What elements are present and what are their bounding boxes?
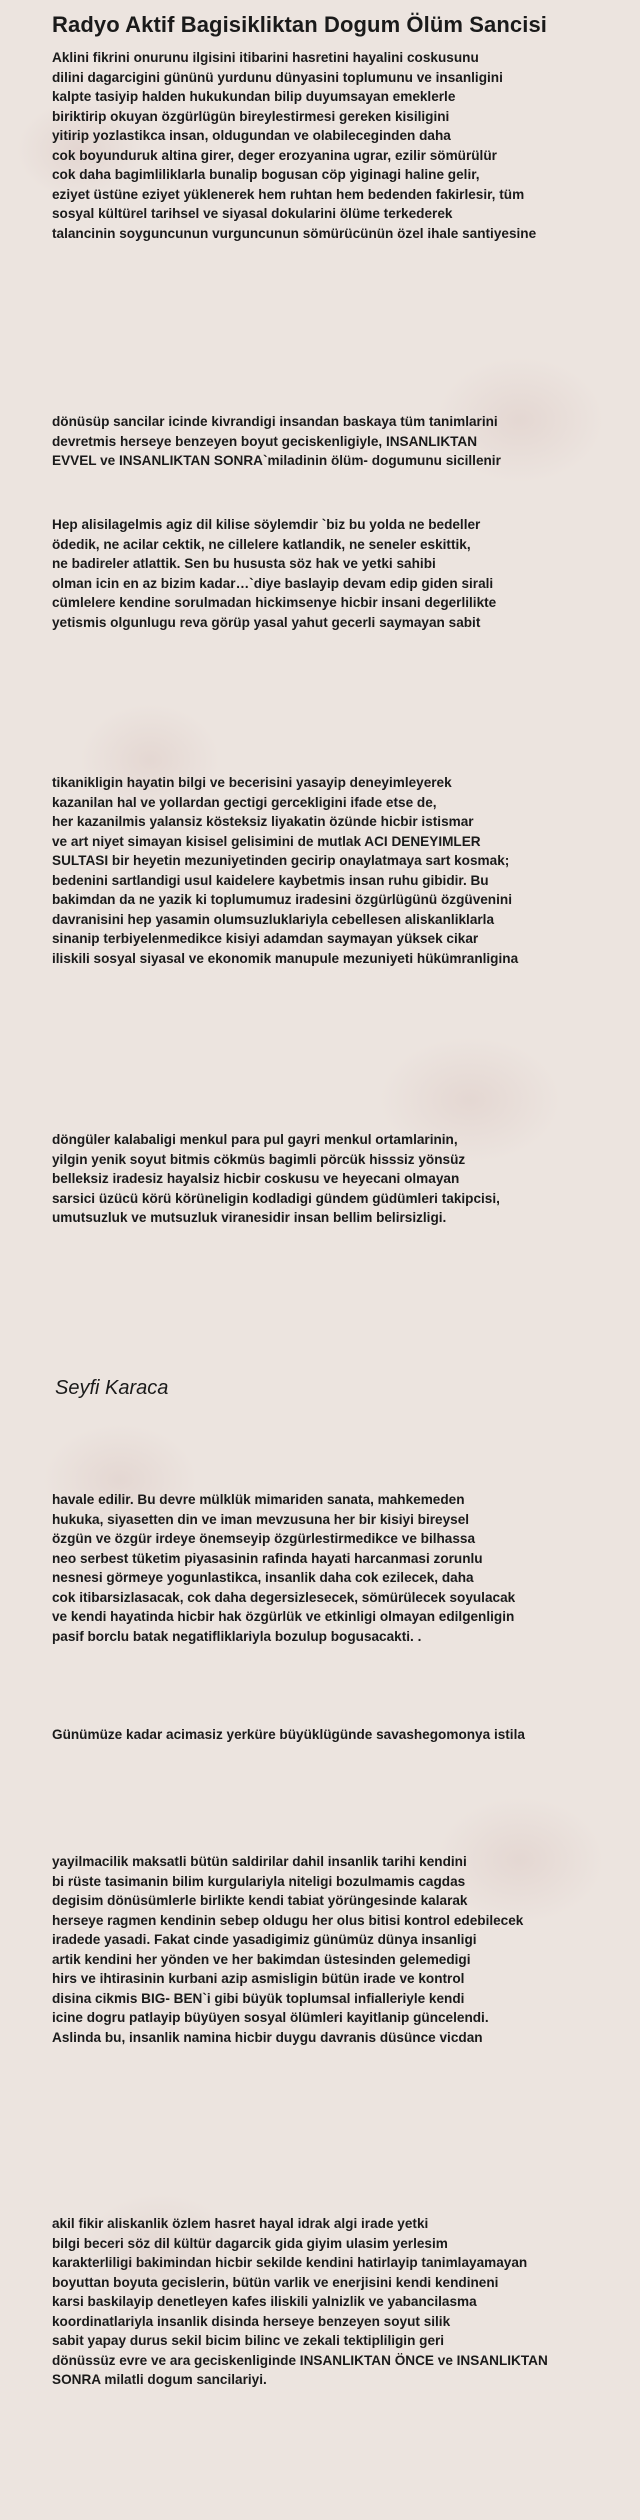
text-line: iliskili sosyal siyasal ve ekonomik manupule mezuniyeti hükümranligina xyxy=(52,950,519,966)
text-line: SULTASI bir heyetin mezuniyetinden gecirip onaylatmaya sart kosmak; xyxy=(52,853,510,868)
text-line: artik kendini her yönden ve her bakimdan üstesinden gelemedigi xyxy=(52,1951,471,1967)
text-line: her kazanilmis yalansiz kösteksiz liyakatin özünde hicbir istismar xyxy=(52,814,474,829)
text-line: yilgin yenik soyut bitmis cökmüs bagimli pörcük hisssiz yönsüz xyxy=(52,1151,466,1167)
text-line: bi rüste tasimanin bilim kurgulariyla niteligi bozulmamis cagdas xyxy=(52,1873,466,1889)
text-line: devretmis herseye benzeyen boyut geciskenligiyle, INSANLIKTAN xyxy=(52,433,478,449)
text-line: boyuttan boyuta gecislerin, bütün varlik ve enerjisini kendi kendineni xyxy=(52,2274,499,2290)
text-line: herseye ragmen kendinin sebep oldugu her olus bitisi kontrol edebilecek xyxy=(52,1912,524,1928)
text-line: olman icin en az bizim kadar…`diye baslayip devam edip giden sirali xyxy=(52,575,494,591)
text-line: havale edilir. Bu devre mülklük mimariden sanata, mahkemeden xyxy=(52,1492,465,1507)
text-line: umutsuzluk ve mutsuzluk viranesidir insan bellim belirsizligi. xyxy=(52,1210,447,1225)
article xyxy=(52,12,640,44)
text-line: ne badireler atlattik. Sen bu hususta söz hak ve yetki sahibi xyxy=(52,556,436,571)
paragraph-8 xyxy=(52,1852,640,2047)
text-line: ödedik, ne acilar cektik, ne cillelere katlandik, ne seneler eskittik, xyxy=(52,536,471,552)
text-line: dönüssüz evre ve ara geciskenliginde INSANLIKTAN ÖNCE ve INSANLIKTAN xyxy=(52,2352,548,2368)
text-line: icine dogru patlayip büyüyen sosyal ölümleri kayitlanip güncelendi. xyxy=(52,2010,489,2025)
text-line: ve kendi hayatinda hicbir hak özgürlük ve etkinligi olmayan edilgenligin xyxy=(52,1609,515,1624)
text-line: eziyet üstüne eziyet yüklenerek hem ruhtan hem bedenden fakirlesir, tüm xyxy=(52,186,525,202)
text-line: döngüler kalabaligi menkul para pul gayri menkul ortamlarinin, xyxy=(52,1132,458,1147)
text-line: pasif borclu batak negatifliklariyla bozulup bogusacakti. . xyxy=(52,1628,422,1644)
text-line: dilini dagarcigini gününü yurdunu dünyasini toplumunu ve insanligini xyxy=(52,69,503,85)
text-line: cok boyunduruk altina girer, deger erozyanina ugrar, ezilir sömürülür xyxy=(52,147,497,163)
text-line: özgün ve özgür irdeye önemseyip özgürlestirmedikce ve bilhassa xyxy=(52,1531,476,1546)
text-line: davranisini hep yasamin olumsuzluklariyla cebellesen aliskanliklarla xyxy=(52,911,495,927)
text-line: yayilmacilik maksatli bütün saldirilar dahil insanlik tarihi kendini xyxy=(52,1854,467,1869)
text-line: yetismis olgunlugu reva görüp yasal yahut gecerli saymayan sabit xyxy=(52,614,481,630)
text-line: degisim dönüsümlerle birlikte kendi tabiat yörüngesinde kalarak xyxy=(52,1893,468,1908)
text-line: tikanikligin hayatin bilgi ve becerisini yasayip deneyimleyerek xyxy=(52,775,452,790)
text-line: kalpte tasiyip halden hukukundan bilip duyumsayan emeklerle xyxy=(52,89,456,104)
author-signature: Seyfi Karaca xyxy=(55,1377,169,1399)
text-line: biriktirip okuyan özgürlügün bireylestirmesi gereken kisiligini xyxy=(52,108,450,124)
text-line: nesnesi görmeye yogunlastikca, insanlik daha cok ezilecek, daha xyxy=(52,1570,474,1585)
text-line: ve art niyet simayan kisisel gelisimini de mutlak ACI DENEYIMLER xyxy=(52,833,481,849)
paragraph-2 xyxy=(52,412,640,471)
text-line: akil fikir aliskanlik özlem hasret hayal idrak algi irade yetki xyxy=(52,2216,429,2231)
text-line: bedenini sartlandigi usul kaidelere kaybetmis insan ruhu gibidir. Bu xyxy=(52,872,489,888)
text-line: Aklini fikrini onurunu ilgisini itibarini hasretini hayalini coskusunu xyxy=(52,50,479,65)
text-line: sarsici üzücü körü körüneligin kodladigi gündem güdümleri takipcisi, xyxy=(52,1190,500,1206)
text-line: cok itibarsizlasacak, cok daha degersizlesecek, sömürülecek soyulacak xyxy=(52,1589,516,1605)
paragraph-4 xyxy=(52,773,640,968)
text-line: iradede yasadi. Fakat cinde yasadigimiz günümüz dünya insanligi xyxy=(52,1932,477,1947)
text-line: koordinatlariyla insanlik disinda herseye benzeyen soyut silik xyxy=(52,2313,451,2329)
text-line: dönüsüp sancilar icinde kivrandigi insandan baskaya tüm tanimlarini xyxy=(52,414,498,429)
paragraph-7 xyxy=(52,1725,640,1745)
text-line: bakimdan da ne yazik ki toplumumuz iradesini özgürlügünü özgüvenini xyxy=(52,892,512,907)
text-line: SONRA milatli dogum sancilariyi. xyxy=(52,2372,267,2387)
text-line: disina cikmis BIG- BEN`i gibi büyük toplumsal infialleriyle kendi xyxy=(52,1990,465,2006)
text-line: Aslinda bu, insanlik namina hicbir duygu davranis düsünce vicdan xyxy=(52,2029,483,2045)
paragraph-6 xyxy=(52,1490,640,1646)
text-line: Günümüze kadar acimasiz yerküre büyüklügünde savashegomonya istila xyxy=(52,1727,525,1742)
paragraph-9 xyxy=(52,2214,640,2390)
text-line: talancinin soyguncunun vurguncunun sömürücünün özel ihale santiyesine xyxy=(52,225,537,241)
text-line: EVVEL ve INSANLIKTAN SONRA`miladinin ölüm- dogumunu sicillenir xyxy=(52,453,501,468)
paragraph-1 xyxy=(52,48,640,243)
paragraph-3 xyxy=(52,515,640,632)
text-line: karsi baskilayip denetleyen kafes iliskili yalnizlik ve yabancilasma xyxy=(52,2294,477,2309)
text-line: belleksiz iradesiz hayalsiz hicbir coskusu ve heyecani olmayan xyxy=(52,1171,460,1186)
text-line: karakterliligi bakimindan hicbir sekilde kendini hatirlayip tanimlayamayan xyxy=(52,2255,528,2270)
text-line: sabit yapay durus sekil bicim bilinc ve zekali tektipliligin geri xyxy=(52,2333,445,2348)
text-line: neo serbest tüketim piyasasinin rafinda hayati harcanmasi zorunlu xyxy=(52,1550,483,1566)
text-line: yitirip yozlastikca insan, oldugundan ve olabileceginden daha xyxy=(52,128,451,143)
paragraph-5 xyxy=(52,1130,640,1228)
page-title: Radyo Aktif Bagisikliktan Dogum Ölüm Sancisi xyxy=(52,12,548,37)
text-line: sosyal kültürel tarihsel ve siyasal dokularini ölüme terkederek xyxy=(52,206,453,221)
text-line: Hep alisilagelmis agiz dil kilise söylemdir `biz bu yolda ne bedeller xyxy=(52,517,481,532)
text-line: sinanip terbiyelenmedikce kisiyi adamdan saymayan yüksek cikar xyxy=(52,931,479,946)
text-line: hirs ve ihtirasinin kurbani azip asmisligin bütün irade ve kontrol xyxy=(52,1971,465,1986)
text-line: bilgi beceri söz dil kültür dagarcik gida giyim ulasim yerlesim xyxy=(52,2235,448,2251)
text-line: cümlelere kendine sorulmadan hickimsenye hicbir insani degerlilikte xyxy=(52,595,497,610)
text-line: kazanilan hal ve yollardan gectigi gercekligini ifade etse de, xyxy=(52,794,437,810)
text-line: hukuka, siyasetten din ve iman mevzusuna her bir kisiyi bireysel xyxy=(52,1511,470,1527)
text-line: cok daha bagimliliklarla bunalip bogusan cöp yiginagi haline gelir, xyxy=(52,167,480,182)
